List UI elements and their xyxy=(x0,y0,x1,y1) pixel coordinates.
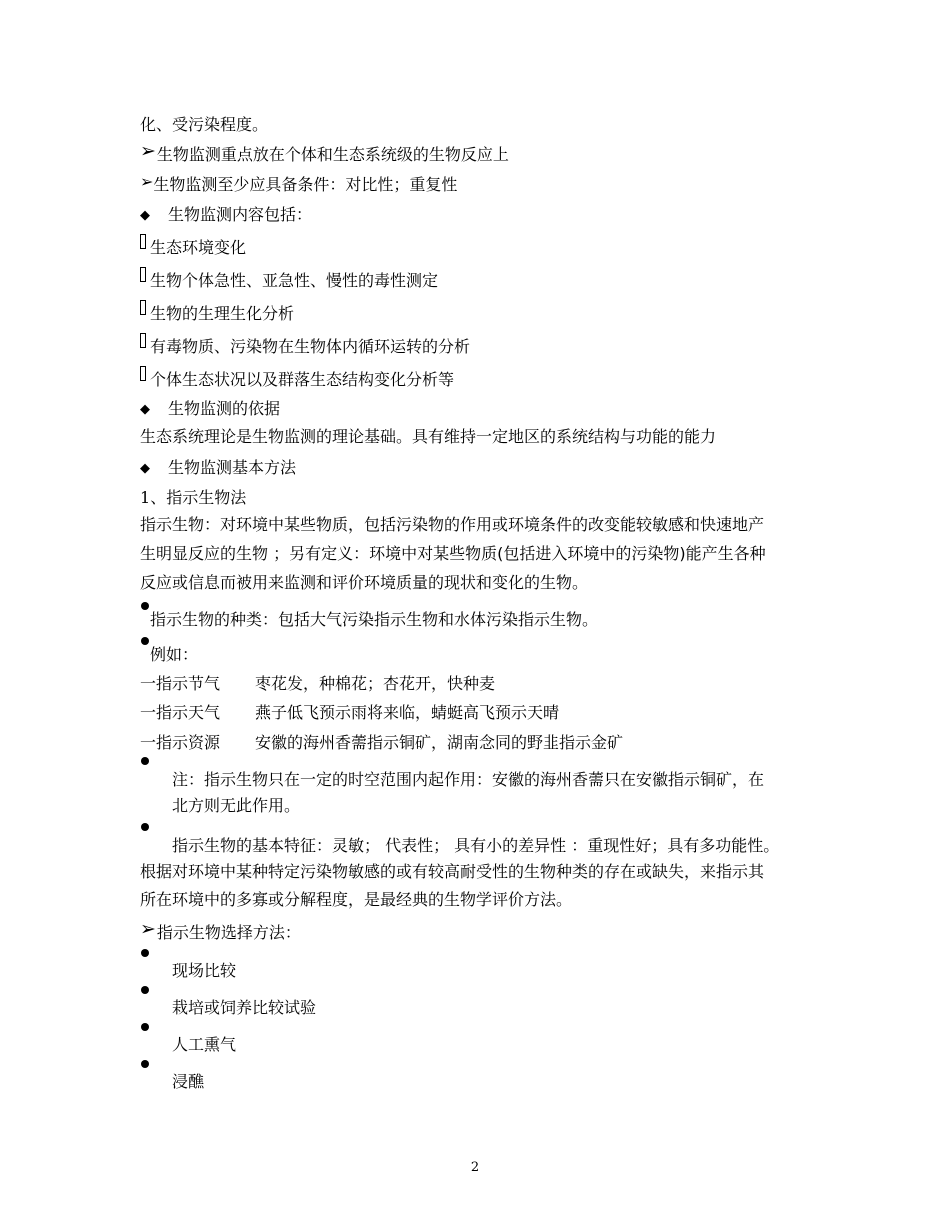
item-text: 指示生物选择方法： xyxy=(156,923,301,942)
arrow-bullet-item xyxy=(140,918,301,943)
heading-text: 生物监测的依据 xyxy=(168,399,281,418)
box-bullet-icon xyxy=(140,234,146,249)
box-bullet-icon xyxy=(140,366,146,381)
dot-bullet-icon xyxy=(141,757,149,765)
section-heading xyxy=(140,488,246,508)
dot-bullet-icon xyxy=(141,637,149,645)
text-line: 指示生物的基本特征：灵敏； 代表性； 具有小的差异性 ：重现性好；具有多功能性。 xyxy=(172,836,780,855)
example-text: 燕子低飞预示雨将来临，蜻蜓高飞预示天晴 xyxy=(255,703,560,722)
dot-bullet-icon xyxy=(141,823,149,831)
example-label: 一指示天气 xyxy=(140,703,221,722)
dot-bullet-icon xyxy=(141,986,149,994)
item-text: 生态环境变化 xyxy=(150,238,247,257)
item-text: 有毒物质、污染物在生物体内循环运转的分析 xyxy=(150,337,471,356)
box-bullet-icon xyxy=(140,267,146,282)
item-text: 生物监测至少应具备条件：对比性；重复性 xyxy=(153,175,458,194)
dot-bullet-icon xyxy=(141,1023,149,1031)
box-bullet-item xyxy=(140,337,470,357)
text-line: 根据对环境中某种特定污染物敏感的或有较高耐受性的生物种类的存在或缺失，来指示其 xyxy=(140,862,765,881)
dot-bullet-icon xyxy=(141,949,149,957)
text-line: 栽培或饲养比较试验 xyxy=(172,998,317,1017)
text-line: 指示生物的种类：包括大气污染指示生物和水体污染指示生物。 xyxy=(150,610,599,629)
text-line: 人工熏气 xyxy=(172,1035,237,1054)
text-line: 生态系统理论是生物监测的理论基础。具有维持一定地区的系统结构与功能的能力 xyxy=(140,427,717,446)
arrow-bullet-icon: ➢ xyxy=(140,140,156,162)
diamond-heading xyxy=(140,458,296,480)
arrow-bullet-icon: ➢ xyxy=(140,918,156,940)
example-text: 枣花发，种棉花；杏花开，快种麦 xyxy=(255,674,496,693)
text-line: 生明显反应的生物 ；另有定义：环境中对某些物质(包括进入环境中的污染物)能产生各种 xyxy=(140,544,766,563)
text-line: 注：指示生物只在一定的时空范围内起作用：安徽的海州香薷只在安徽指示铜矿，在 xyxy=(172,770,765,789)
item-text: 生物个体急性、亚急性、慢性的毒性测定 xyxy=(150,271,439,290)
dot-bullet-icon xyxy=(141,602,149,610)
example-label: 一指示资源 xyxy=(140,733,221,752)
diamond-bullet-icon: ◆ xyxy=(140,208,150,223)
text-line: 北方则无此作用。 xyxy=(172,796,301,815)
example-row xyxy=(140,733,624,753)
text-line: 浸醮 xyxy=(172,1072,205,1091)
section-number: 1 xyxy=(140,488,151,507)
box-bullet-item xyxy=(140,304,294,324)
text-line: 指示生物：对环境中某些物质，包括污染物的作用或环境条件的改变能较敏感和快速地产 xyxy=(140,515,765,534)
arrow-bullet-item xyxy=(140,140,509,165)
item-text: 生物的生理生化分析 xyxy=(150,304,295,323)
arrow-bullet-item xyxy=(140,172,458,195)
box-bullet-item xyxy=(140,370,454,390)
heading-text: 生物监测基本方法 xyxy=(168,458,297,477)
box-bullet-item xyxy=(140,271,438,291)
example-text: 安徽的海州香薷指示铜矿，湖南念同的野韭指示金矿 xyxy=(255,733,624,752)
diamond-heading xyxy=(140,205,312,227)
example-row xyxy=(140,674,496,694)
text-line: 化、受污染程度。 xyxy=(140,115,269,134)
box-bullet-item xyxy=(140,238,246,258)
example-label: 一指示节气 xyxy=(140,674,221,693)
diamond-heading xyxy=(140,399,280,421)
text-line: 反应或信息而被用来监测和评价环境质量的现状和变化的生物。 xyxy=(140,573,589,592)
heading-text: 生物监测内容包括： xyxy=(168,205,313,224)
example-row xyxy=(140,703,560,723)
page-number: 2 xyxy=(470,1160,480,1175)
text-line: 现场比较 xyxy=(172,961,237,980)
box-bullet-icon xyxy=(140,333,146,348)
dot-bullet-icon xyxy=(141,1060,149,1068)
arrow-bullet-icon: ➢ xyxy=(140,172,154,191)
diamond-bullet-icon: ◆ xyxy=(140,402,150,417)
item-text: 个体生态状况以及群落生态结构变化分析等 xyxy=(150,370,455,389)
diamond-bullet-icon: ◆ xyxy=(140,461,150,476)
box-bullet-icon xyxy=(140,300,146,315)
text-line: 例如： xyxy=(150,645,199,664)
item-text: 生物监测重点放在个体和生态系统级的生物反应上 xyxy=(156,145,509,164)
section-title: 、指示生物法 xyxy=(150,488,247,507)
text-line: 所在环境中的多寡或分解程度，是最经典的生物学评价方法。 xyxy=(140,890,573,909)
